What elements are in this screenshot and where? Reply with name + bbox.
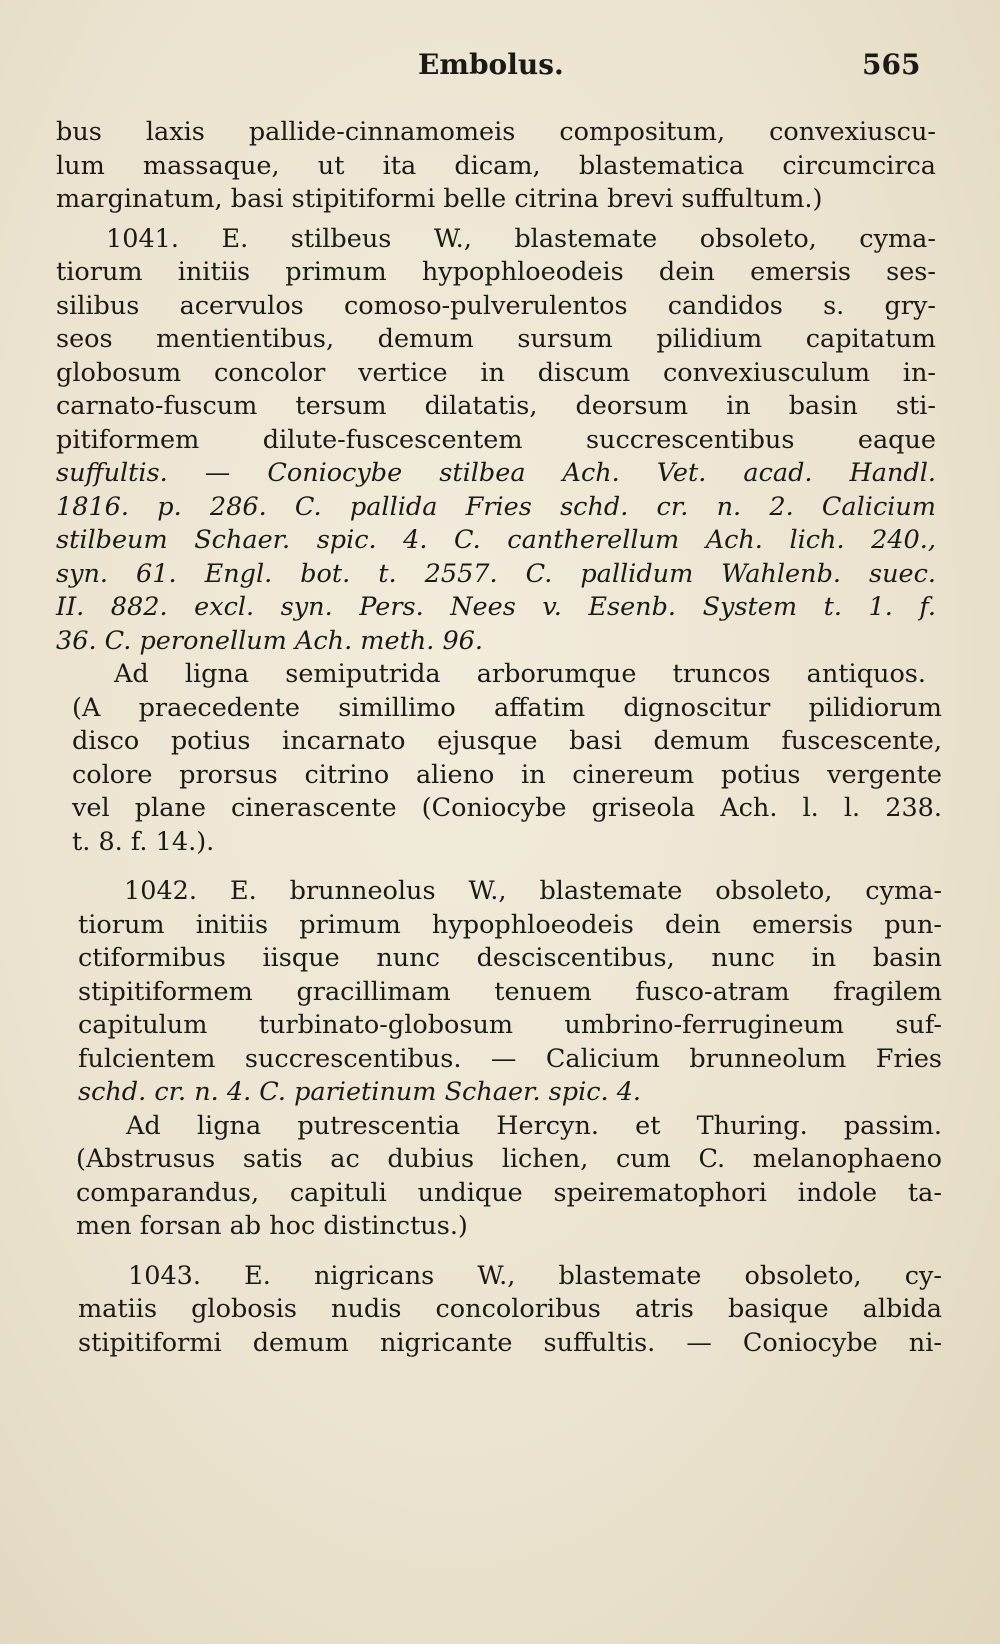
text-line: t. 8. f. 14.). bbox=[72, 826, 215, 857]
text-line: pitiformem dilute-fuscescentem succrescentibus eaque bbox=[56, 424, 936, 455]
text-line: stilbeum Schaer. spic. 4. C. cantherellum Ach. lich. 240., bbox=[56, 525, 936, 555]
text-line: (Abstrusus satis ac dubius lichen, cum C. melanophaeno bbox=[76, 1144, 942, 1174]
text-line: globosum concolor vertice in discum convexiusculum in- bbox=[56, 357, 936, 388]
text-line: stipitiformem gracillimam tenuem fusco-atram fragilem bbox=[78, 976, 942, 1007]
text-line: silibus acervulos comoso-pulverulentos candidos s. gry- bbox=[56, 290, 936, 321]
running-title: Embolus. bbox=[418, 48, 564, 81]
text-line: matiis globosis nudis concoloribus atris basique albida bbox=[78, 1294, 942, 1324]
text-line: Ad ligna putrescentia Hercyn. et Thuring. passim. bbox=[126, 1110, 942, 1141]
text-line: men forsan ab hoc distinctus.) bbox=[76, 1211, 468, 1241]
text-line: lum massaque, ut ita dicam, blastematica circumcirca bbox=[56, 150, 936, 181]
entry-1041-heading: 1041. E. stilbeus W., blastemate obsoleto, cyma- bbox=[106, 223, 936, 254]
text-line: syn. 61. Engl. bot. t. 2557. C. pallidum Wahlenb. suec. bbox=[56, 558, 936, 589]
text-line: 36. C. peronellum Ach. meth. 96. bbox=[56, 625, 484, 656]
text-line: carnato-fuscum tersum dilatatis, deorsum in basin sti- bbox=[56, 391, 936, 421]
text-line: (A praecedente simillimo affatim dignoscitur pilidiorum bbox=[72, 692, 942, 723]
text-line: capitulum turbinato-globosum umbrino-ferrugineum suf- bbox=[78, 1010, 942, 1040]
text-line: seos mentientibus, demum sursum pilidium capitatum bbox=[56, 324, 936, 354]
text-line: 1816. p. 286. C. pallida Fries schd. cr. n. 2. Calicium bbox=[56, 491, 936, 522]
entry-1043-heading: 1043. E. nigricans W., blastemate obsoleto, cy- bbox=[128, 1260, 942, 1291]
text-line: vel plane cinerascente (Coniocybe griseola Ach. l. l. 238. bbox=[72, 793, 942, 823]
page-header bbox=[0, 42, 1000, 86]
text-line: II. 882. excl. syn. Pers. Nees v. Esenb. System t. 1. f. bbox=[56, 592, 936, 622]
body-text bbox=[56, 116, 942, 1360]
text-line: suffultis. — Coniocybe stilbea Ach. Vet. acad. Handl. bbox=[56, 458, 936, 488]
text-line: bus laxis pallide-cinnamomeis compositum, convexiuscu- bbox=[56, 117, 936, 147]
text-line: Ad ligna semiputrida arborumque truncos antiquos. bbox=[114, 659, 926, 689]
entry-1042-heading: 1042. E. brunneolus W., blastemate obsoleto, cyma- bbox=[124, 876, 942, 906]
text-line: tiorum initiis primum hypophloeodeis dein emersis pun- bbox=[78, 909, 942, 940]
text-line: tiorum initiis primum hypophloeodeis dein emersis ses- bbox=[56, 257, 936, 287]
text-line: ctiformibus iisque nunc desciscentibus, nunc in basin bbox=[78, 943, 942, 973]
page-number: 565 bbox=[862, 48, 921, 81]
text-line: fulcientem succrescentibus. — Calicium brunneolum Fries bbox=[78, 1043, 942, 1074]
text-line: stipitiformi demum nigricante suffultis. — Coniocybe ni- bbox=[78, 1327, 942, 1358]
text-line: disco potius incarnato ejusque basi demum fuscescente, bbox=[72, 726, 942, 756]
text-line: colore prorsus citrino alieno in cinereum potius vergente bbox=[72, 759, 942, 790]
text-line: marginatum, basi stipitiformi belle citrina brevi suffultum.) bbox=[56, 184, 823, 214]
text-line: schd. cr. n. 4. C. parietinum Schaer. spic. 4. bbox=[78, 1077, 642, 1107]
text-line: comparandus, capituli undique speirematophori indole ta- bbox=[76, 1177, 942, 1208]
